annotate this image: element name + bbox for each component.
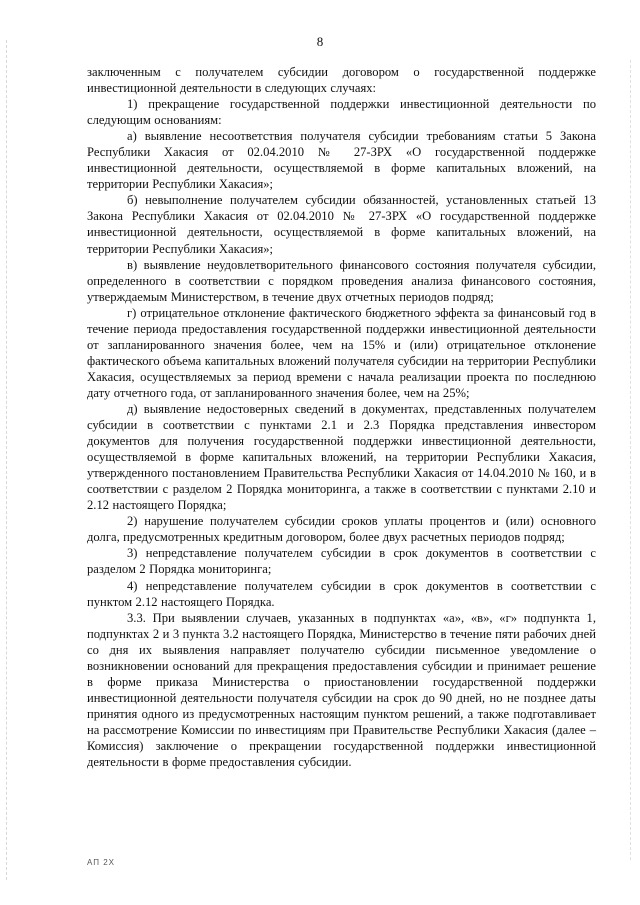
page-number: 8 xyxy=(316,34,324,49)
paragraph-item-1v: в) выявление неудовлетворительного финансового состояния получателя субсидии, определенного в соответствии с порядком проведения анализа финансового состояния, утверждаемым Министерством, в течение двух отчетных периодов подряд; xyxy=(87,257,596,304)
paragraph-item-1: 1) прекращение государственной поддержки инвестиционной деятельности по следующим основаниям: xyxy=(87,97,596,128)
paragraph-item-3: 3) непредставление получателем субсидии в срок документов в соответствии с разделом 2 Порядка мониторинга; xyxy=(87,546,596,577)
footer-mark: АП 2Х xyxy=(87,858,116,867)
paragraph-item-4: 4) непредставление получателем субсидии в срок документов в соответствии с пунктом 2.12 настоящего Порядка. xyxy=(87,578,596,609)
scan-left-edge xyxy=(6,40,8,880)
paragraph-item-1a: а) выявление несоответствия получателя субсидии требованиям статьи 5 Закона Республики Хакасия от 02.04.2010 № 27-ЗРХ «О государственной поддержке инвестиционной деятельности, осуществляемой в форме капитальных вложений, на территории Республики Хакасия»; xyxy=(87,129,596,192)
paragraph-item-2: 2) нарушение получателем субсидии сроков уплаты процентов и (или) основного долга, предусмотренных кредитным договором, более двух расчетных периодов подряд; xyxy=(87,514,596,545)
paragraph-item-1g: г) отрицательное отклонение фактического бюджетного эффекта за финансовый год в течение периода предоставления государственной поддержки инвестиционной деятельности от запланированного значения более, чем на 15% и (или) отрицательное отклонение фактического объема капитальных вложений получателя субсидии на территории Республики Хакасия, осуществляемых за период времени с начала реализации проекта по последнюю дату отчетного года, от запланированного значения более, чем на 25%; xyxy=(87,305,596,400)
document-body xyxy=(87,64,596,770)
paragraph-section-3-3: 3.3. При выявлении случаев, указанных в подпунктах «а», «в», «г» подпункта 1, подпунктах 2 и 3 пункта 3.2 настоящего Порядка, Министерство в течение пяти рабочих дней со дня их выявления направляет получателю субсидии письменное уведомление о возникновении оснований для прекращения предоставления субсидии и принимает решение в форме приказа Министерства о приостановлении государственной поддержки инвестиционной деятельности получателя субсидии на срок до 90 дней, но не позднее даты принятия одного из предусмотренных настоящим пунктом решений, а также подготавливает на рассмотрение Комиссии по инвестициям при Правительстве Республики Хакасия (далее – Комиссия) заключение о прекращении государственной поддержки инвестиционной деятельности в форме предоставления субсидии. xyxy=(87,610,596,770)
paragraph-intro: заключенным с получателем субсидии договором о государственной поддержке инвестиционной деятельности в следующих случаях: xyxy=(87,65,596,96)
paragraph-item-1d: д) выявление недостоверных сведений в документах, представленных получателем субсидии в соответствии с пунктами 2.1 и 2.3 Порядка представления инвестором документов для получения государственной поддержки инвестиционной деятельности, осуществляемой в форме капитальных вложений, на территории Республики Хакасия, утвержденного постановлением Правительства Республики Хакасия от 14.04.2010 № 160, и в соответствии с разделом 2 Порядка мониторинга, а также в соответствии с пунктами 2.10 и 2.12 настоящего Порядка; xyxy=(87,401,596,513)
paragraph-item-1b: б) невыполнение получателем субсидии обязанностей, установленных статьей 13 Закона Республики Хакасия от 02.04.2010 № 27-ЗРХ «О государственной поддержке инвестиционной деятельности, осуществляемой в форме капитальных вложений, на территории Республики Хакасия»; xyxy=(87,193,596,256)
scan-right-edge xyxy=(630,60,632,860)
